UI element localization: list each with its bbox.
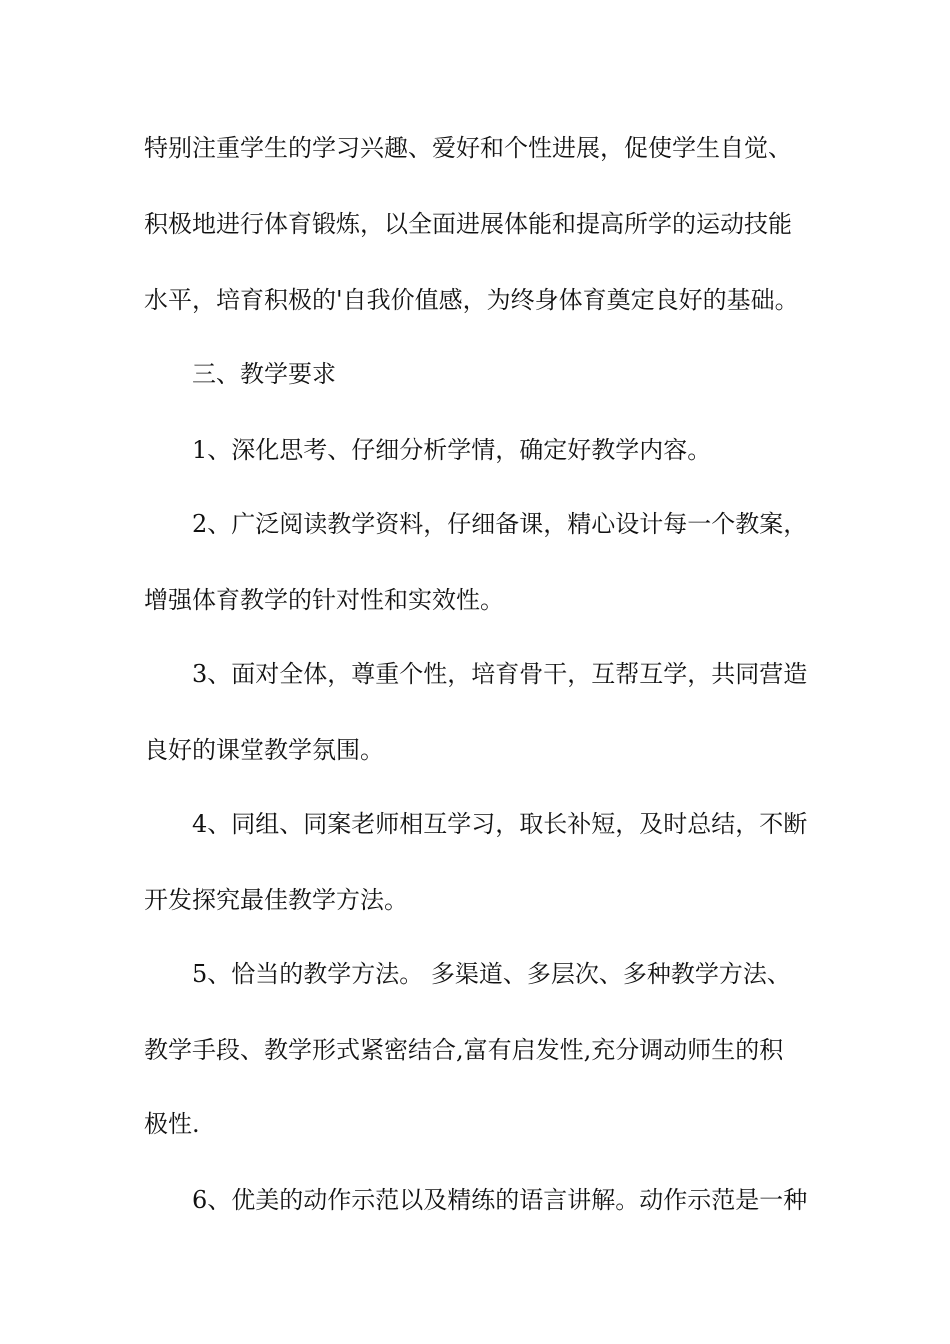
- paragraph-line: 水平，培育积极的'自我价值感，为终身体育奠定良好的基础。: [144, 286, 799, 314]
- paragraph-line: 开发探究最佳教学方法。: [144, 886, 408, 914]
- list-item: 3、面对全体，尊重个性，培育骨干，互帮互学，共同营造: [192, 660, 808, 688]
- paragraph-line: 极性.: [144, 1110, 200, 1138]
- paragraph-line: 增强体育教学的针对性和实效性。: [144, 586, 504, 614]
- list-item: 2、广泛阅读教学资料，仔细备课，精心设计每一个教案，: [192, 510, 808, 538]
- list-item: 6、优美的动作示范以及精练的语言讲解。动作示范是一种: [192, 1186, 808, 1214]
- section-heading: 三、教学要求: [192, 360, 336, 388]
- paragraph-line: 特别注重学生的学习兴趣、爱好和个性进展，促使学生自觉、: [144, 134, 792, 162]
- paragraph-line: 积极地进行体育锻炼，以全面进展体能和提高所学的运动技能: [144, 210, 792, 238]
- list-item: 4、同组、同案老师相互学习，取长补短，及时总结，不断: [192, 810, 808, 838]
- paragraph-line: 教学手段、教学形式紧密结合,富有启发性,充分调动师生的积: [144, 1036, 784, 1064]
- list-item: 5、恰当的教学方法。 多渠道、多层次、多种教学方法、: [192, 960, 791, 988]
- list-item: 1、深化思考、仔细分析学情，确定好教学内容。: [192, 436, 712, 464]
- paragraph-line: 良好的课堂教学氛围。: [144, 736, 384, 764]
